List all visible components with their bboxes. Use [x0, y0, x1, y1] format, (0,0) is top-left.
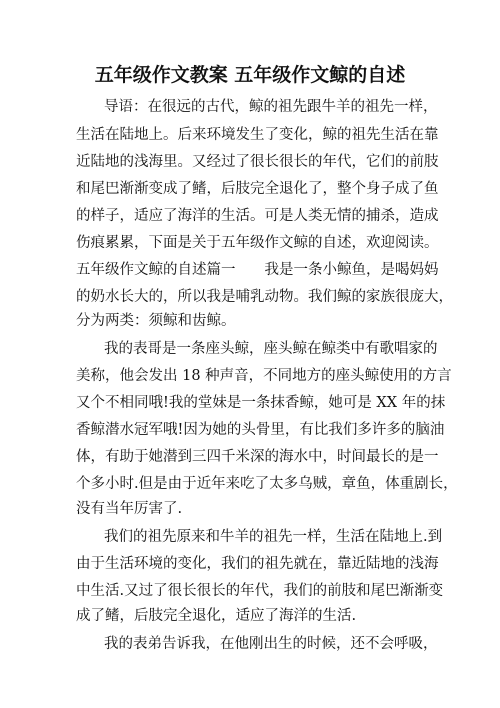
paragraph-line: 香鲸潜水冠军哦!因为她的头骨里，有比我们多许多的脑油	[76, 422, 445, 438]
paragraph-line: 又个不相同哦!我的堂妹是一条抹香鲸，她可是 XX 年的抹	[76, 395, 446, 411]
paragraph-line: 的样子，适应了海洋的生活。可是人类无情的捕杀，造成	[76, 208, 439, 224]
paragraph-line: 中生活.又过了很长很长的年代，我们的前肢和尾巴渐渐变	[76, 583, 444, 599]
paragraph-line: 五年级作文鲸的自述篇一 我是一条小鲸鱼，是喝妈妈	[76, 262, 439, 278]
paragraph-line: 体，有助于她潜到三四千米深的海水中，时间最长的是一	[76, 449, 439, 465]
paragraph-line: 由于生活环境的变化，我们的祖先就在，靠近陆地的浅海	[76, 556, 439, 572]
paragraph-line: 导语：在很远的古代，鲸的祖先跟牛羊的祖先一样，	[104, 99, 438, 115]
paragraph-line: 分为两类：须鲸和齿鲸。	[76, 313, 236, 329]
document-title: 五年级作文教案 五年级作文鲸的自述	[94, 64, 406, 86]
paragraph-line: 我们的祖先原来和牛羊的祖先一样，生活在陆地上.到	[104, 529, 443, 545]
paragraph-line: 生活在陆地上。后来环境发生了变化，鲸的祖先生活在靠	[76, 127, 439, 143]
paragraph-line: 和尾巴渐渐变成了鳍，后肢完全退化了，整个身子成了鱼	[76, 181, 439, 197]
paragraph-line: 我的表弟告诉我，在他刚出生的时候，还不会呼吸，	[104, 636, 438, 652]
paragraph-line: 近陆地的浅海里。又经过了很长很长的年代，它们的前肢	[76, 154, 439, 170]
paragraph-line: 的奶水长大的，所以我是哺乳动物。我们鲸的家族很庞大，	[76, 289, 453, 305]
paragraph-line: 我的表哥是一条座头鲸，座头鲸在鲸类中有歌唱家的	[104, 341, 438, 357]
paragraph-line: 没有当年厉害了.	[76, 501, 183, 517]
paragraph-line: 伤痕累累，下面是关于五年级作文鲸的自述，欢迎阅读。	[76, 235, 439, 251]
paragraph-line: 成了鳍，后肢完全退化，适应了海洋的生活.	[76, 608, 357, 624]
paragraph-line: 个多小时.但是由于近年来吃了太多乌贼，章鱼，体重剧长，	[76, 476, 458, 492]
paragraph-line: 美称，他会发出 18 种声音，不同地方的座头鲸使用的方言	[76, 368, 452, 384]
